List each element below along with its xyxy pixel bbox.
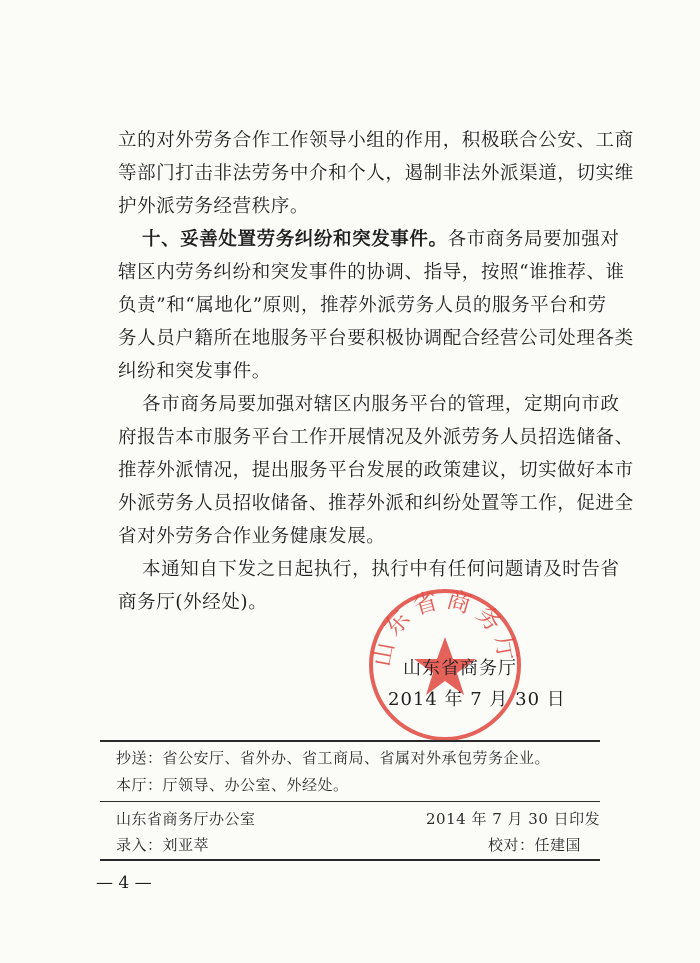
divider-top [100,740,600,742]
body-line-2: 等部门打击非法劳务中介和个人，遏制非法外派渠道，切实维 [118,163,634,184]
issue-date: 2014 年 7 月 30 日印发 [426,810,601,828]
divider-middle [100,801,600,802]
para-2-line-1: 各市商务局要加强对辖区内服务平台的管理，定期向市政 [142,394,620,415]
section-10-line-5: 纠纷和突发事件。 [118,361,271,382]
typist: 录入：刘亚萃 [116,836,210,854]
section-10-line-3: 负责”和“属地化”原则，推荐外派劳务人员的服务平台和劳 [118,295,607,316]
internal-distribution-line: 本厅：厅领导、办公室、外经处。 [116,776,349,794]
issuer: 山东省商务厅办公室 [116,810,256,828]
page-number: — 4 — [96,873,152,893]
section-10-line-2: 辖区内劳务纠纷和突发事件的协调、指导，按照“谁推荐、谁 [118,262,625,283]
para-2-line-4: 外派劳务人员招收储备、推荐外派和纠纷处置等工作，促进全 [118,493,634,514]
body-line-1: 立的对外劳务合作工作领导小组的作用，积极联合公安、工商 [118,130,634,151]
para-2-line-3: 推荐外派情况，提出服务平台发展的政策建议，切实做好本市 [118,460,634,481]
para-2-line-5: 省对外劳务合作业务健康发展。 [118,526,386,547]
cc-line: 抄送：省公安厅、省外办、省工商局、省属对外承包劳务企业。 [116,749,551,767]
body-line-3: 护外派劳务经营秩序。 [118,196,310,217]
para-2-line-2: 府报告本市服务平台工作开展情况及外派劳务人员招选储备、 [118,427,634,448]
signature-org: 山东省商务厅 [403,658,517,679]
proofreader: 校对：任建国 [488,836,582,854]
section-10-heading: 十、妥善处置劳务纠纷和突发事件。 [142,229,448,250]
section-10-text-start: 各市商务局要加强对 [447,229,620,250]
section-10-line-4: 务人员户籍所在地服务平台要积极协调配合经营公司处理各类 [118,328,634,349]
divider-bottom [100,859,600,861]
para-3-line-2: 商务厅(外经处)。 [118,592,268,613]
para-3-line-1: 本通知自下发之日起执行，执行中有任何问题请及时告省 [142,559,620,580]
seal-lettering: 山东省商务厅 [367,585,523,669]
section-10-first-line [142,228,620,252]
signature-date: 2014 年 7 月 30 日 [388,689,566,710]
